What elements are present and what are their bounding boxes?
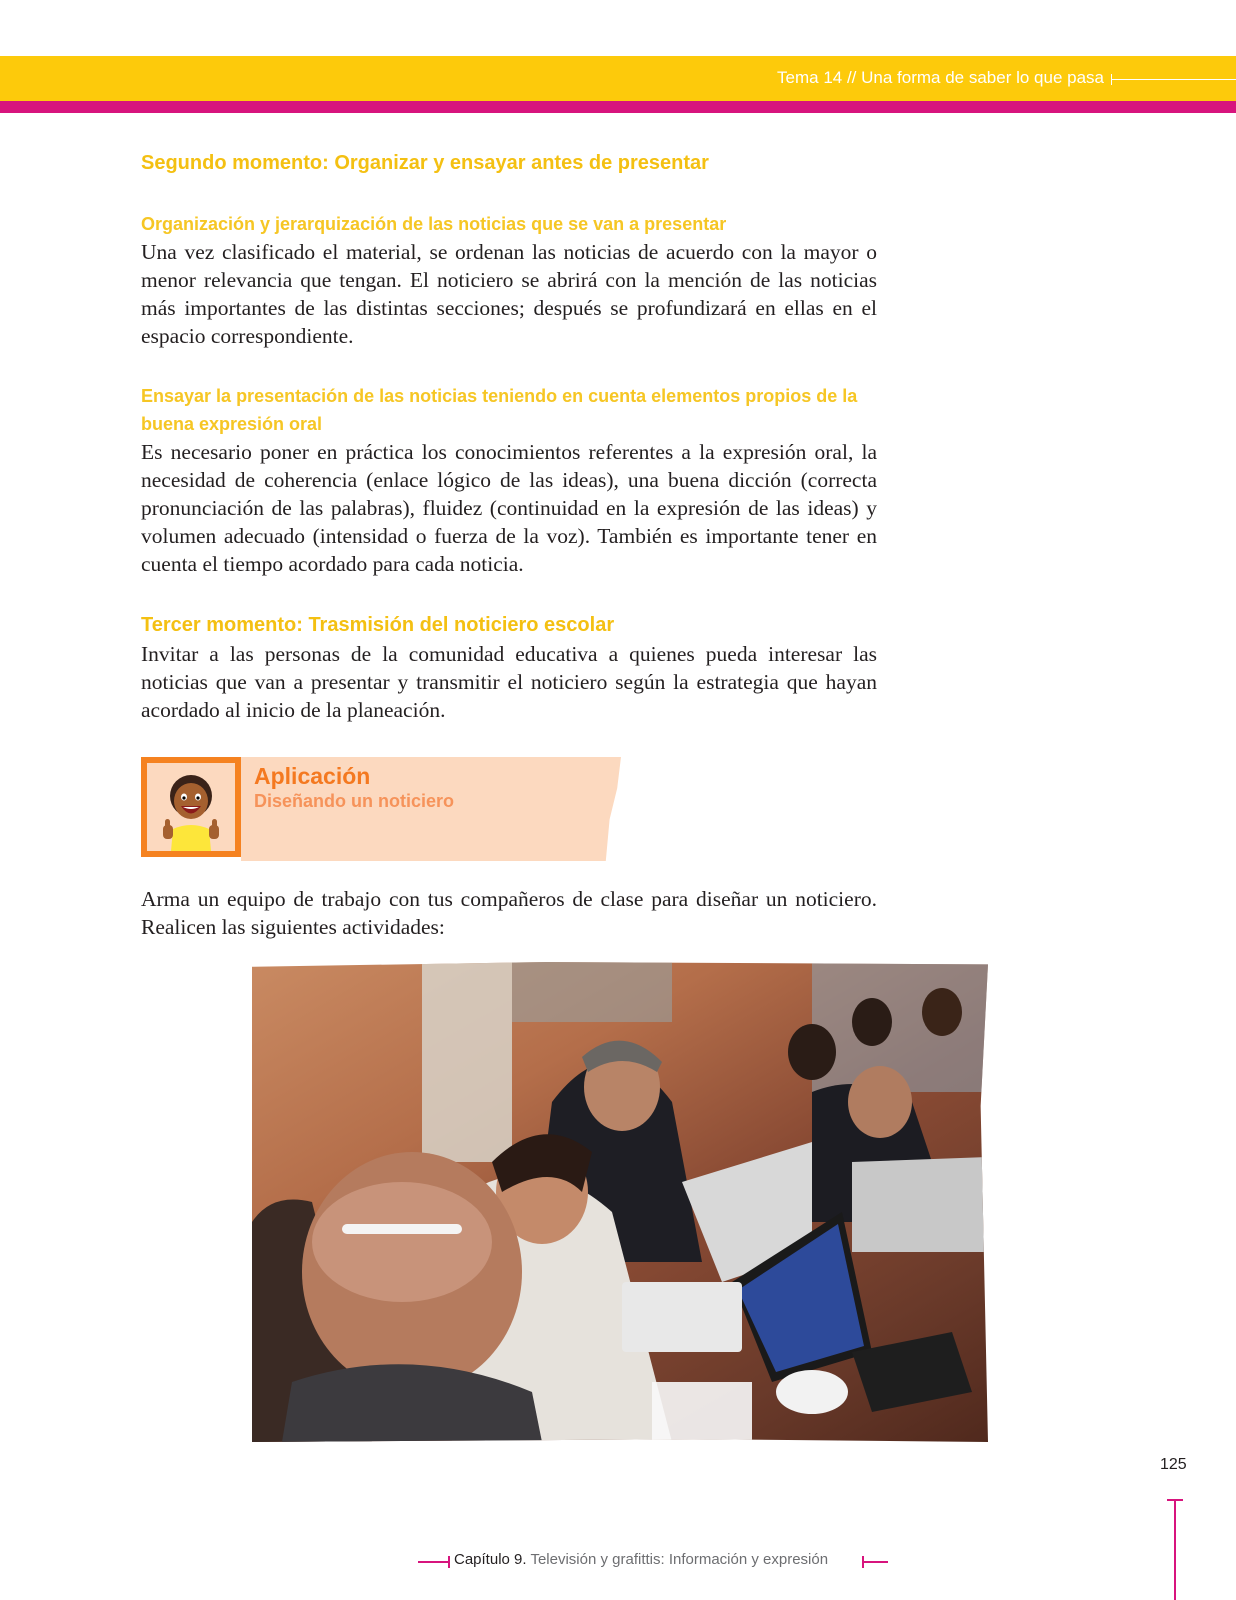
section-heading-tercer-momento: Tercer momento: Trasmisión del noticiero escolar — [141, 614, 615, 636]
section-heading-segundo-momento: Segundo momento: Organizar y ensayar antes de presentar — [141, 152, 709, 174]
footer-rule-left — [418, 1561, 448, 1563]
footer-chapter-text — [454, 1551, 828, 1568]
paragraph-activity-intro: Arma un equipo de trabajo con tus compañeros de clase para diseñar un noticiero. Realicen las siguientes actividades: — [141, 887, 877, 939]
activity-intro — [141, 885, 877, 941]
header-stripe — [0, 101, 1236, 113]
footer-chapter-title: Televisión y grafittis: Información y expresión — [526, 1551, 829, 1568]
application-title: Aplicación — [254, 763, 371, 789]
application-subtitle: Diseñando un noticiero — [254, 791, 455, 811]
subheading-ensayar: Ensayar la presentación de las noticias teniendo en cuenta elementos propios de la buena expresión oral — [141, 386, 858, 434]
main-content — [141, 148, 877, 724]
header-title: Tema 14 // Una forma de saber lo que pasa — [777, 68, 1104, 87]
paragraph-tercer-momento: Invitar a las personas de la comunidad educativa a quienes pueda interesar las noticias que van a presentar y transmitir el noticiero según la estrategia que hayan acordado al inicio de la planeación. — [141, 642, 877, 722]
paragraph-ensayar: Es necesario poner en práctica los conocimientos referentes a la expresión oral, la necesidad de coherencia (enlace lógico de las ideas), una buena dicción (correcta pronunciación de las palabras), fluidez (continuidad en la expresión de las ideas) y volumen adecuado (intensidad o fuerza de la voz). También es importante tener en cuenta el tiempo acordado para cada noticia. — [141, 440, 877, 576]
photo-illustration — [252, 962, 988, 1442]
cartoon-boy-thumbs-up-icon — [147, 763, 235, 851]
footer-rule-right — [864, 1561, 888, 1563]
subheading-organizacion: Organización y jerarquización de las noticias que se van a presentar — [141, 214, 727, 234]
footer-cap-left — [448, 1556, 450, 1568]
application-icon-frame — [141, 757, 241, 857]
side-marker-line — [1174, 1499, 1176, 1600]
header-rule — [1111, 79, 1236, 80]
paragraph-organizacion: Una vez clasificado el material, se ordenan las noticias de acuerdo con la mayor o menor relevancia que tengan. El noticiero se abrirá con la mención de las noticias más importantes de las distintas secciones; después se profundizará en ellas en el espacio correspondiente. — [141, 240, 877, 348]
page-number: 125 — [1160, 1456, 1187, 1473]
footer — [0, 1551, 1236, 1571]
footer-chapter-label: Capítulo 9. — [454, 1551, 527, 1568]
people-working-laptops-photo — [252, 962, 988, 1442]
